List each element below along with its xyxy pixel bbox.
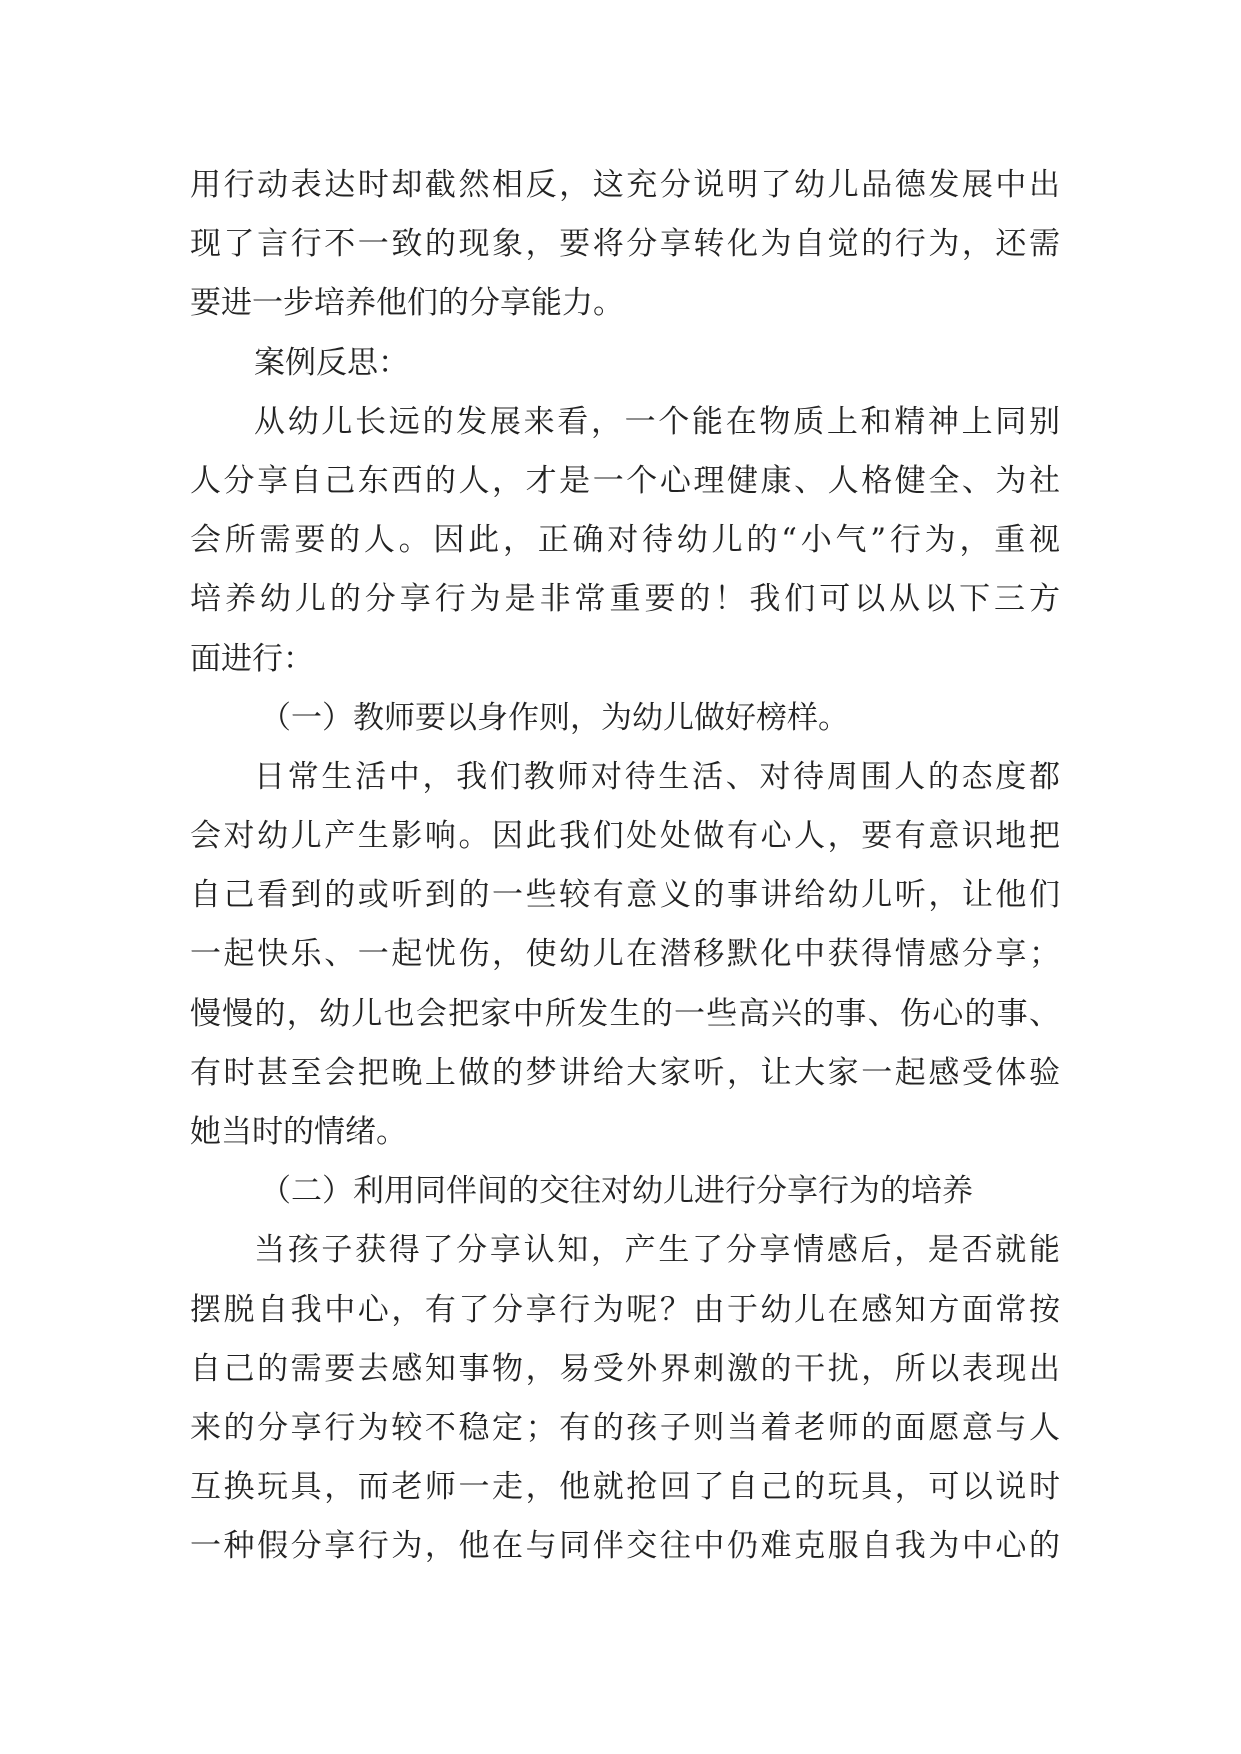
subheading-one: （一）教师要以身作则，为幼儿做好榜样。 <box>260 699 849 736</box>
text-line: 会对幼儿产生影响。因此我们处处做有心人，要有意识地把 <box>190 818 1060 855</box>
text-line: 面进行： <box>190 640 314 677</box>
text-line: 培养幼儿的分享行为是非常重要的！我们可以从以下三方 <box>190 581 1060 618</box>
text-line: 摆脱自我中心，有了分享行为呢？由于幼儿在感知方面常按 <box>190 1291 1060 1328</box>
text-line: 人分享自己东西的人，才是一个心理健康、人格健全、为社 <box>190 462 1060 499</box>
text-line: 她当时的情绪。 <box>190 1114 407 1150</box>
document-body <box>190 156 1060 1577</box>
text-line: 一种假分享行为，他在与同伴交往中仍难克服自我为中心的 <box>190 1528 1060 1565</box>
text-line: 自己看到的或听到的一些较有意义的事讲给幼儿听，让他们 <box>190 877 1060 914</box>
text-line: 来的分享行为较不稳定；有的孩子则当着老师的面愿意与人 <box>190 1409 1060 1446</box>
text-line: 自己的需要去感知事物，易受外界刺激的干扰，所以表现出 <box>190 1350 1060 1387</box>
text-line: 用行动表达时却截然相反，这充分说明了幼儿品德发展中出 <box>190 167 1060 203</box>
text-line: 有时甚至会把晚上做的梦讲给大家听，让大家一起感受体验 <box>190 1054 1060 1091</box>
subheading-two: （二）利用同伴间的交往对幼儿进行分享行为的培养 <box>260 1173 973 1210</box>
text-line: 当孩子获得了分享认知，产生了分享情感后，是否就能 <box>254 1232 1060 1269</box>
text-line: 要进一步培养他们的分享能力。 <box>190 285 624 322</box>
section-heading-case-reflection: 案例反思： <box>254 344 409 381</box>
text-line: 日常生活中，我们教师对待生活、对待周围人的态度都 <box>254 758 1060 795</box>
text-line: 现了言行不一致的现象，要将分享转化为自觉的行为，还需 <box>190 226 1060 263</box>
text-line: 从幼儿长远的发展来看，一个能在物质上和精神上同别 <box>254 403 1060 440</box>
text-line: 互换玩具，而老师一走，他就抢回了自己的玩具，可以说时 <box>190 1469 1060 1506</box>
text-line: 会所需要的人。因此，正确对待幼儿的“小气”行为，重视 <box>190 522 1060 559</box>
text-line: 慢慢的，幼儿也会把家中所发生的一些高兴的事、伤心的事、 <box>190 995 1060 1032</box>
text-line: 一起快乐、一起忧伤，使幼儿在潜移默化中获得情感分享； <box>190 936 1060 973</box>
